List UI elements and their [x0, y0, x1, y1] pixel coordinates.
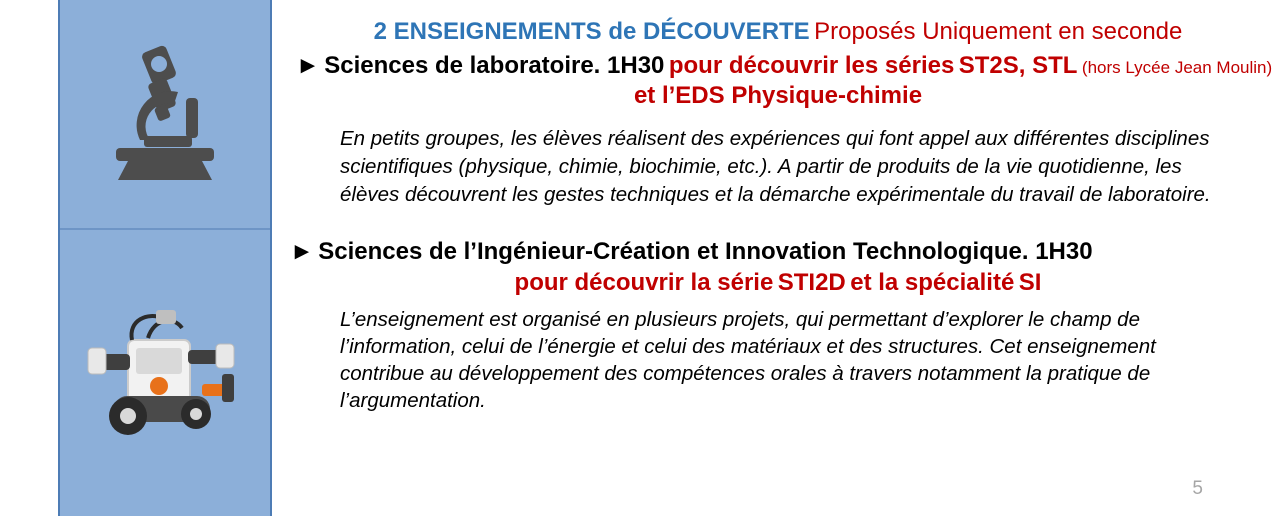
page-number: 5: [1192, 478, 1203, 499]
section1-red-lead: pour découvrir les séries: [668, 51, 955, 79]
slide-content: [278, 0, 1278, 516]
section2-block: [278, 238, 1278, 414]
heading-blue-text: 2 ENSEIGNEMENTS de DÉCOUVERTE: [373, 18, 810, 45]
section2-title: Sciences de l’Ingénieur-Création et Innovation Technologique: [318, 238, 1022, 266]
section1-red-eds: et l’EDS Physique-chimie: [633, 82, 923, 110]
heading-red-text: Proposés Uniquement en seconde: [814, 18, 1183, 45]
section2-paragraph: L’enseignement est organisé en plusieurs projets, qui permettant d’explorer le champ de l’information, celui de l’énergie et celui des matériaux et des structures. Cet enseignement contribue au développement des compétences orales à travers notamment la pratique de l’argumentation.: [340, 307, 1156, 412]
section1-title-suffix: . 1H30: [593, 51, 665, 79]
section1-bullet: [278, 52, 1278, 81]
section2-title-suffix: . 1H30: [1021, 238, 1093, 266]
robot-image-cell: [60, 230, 270, 516]
section1-red-note: (hors Lycée Jean Moulin): [1081, 57, 1273, 77]
section2-bullet: [278, 238, 1278, 267]
microscope-icon: [100, 44, 230, 184]
section1-paragraph: En petits groupes, les élèves réalisent des expériences qui font appel aux différentes disciplines scientifiques (physique, chimie, biochimie, etc.). A partir de produits de la vie quotidienne, les élèves découvrent les gestes techniques et la démarche expérimentale du travail de laboratoire.: [340, 127, 1211, 206]
bullet-arrow-icon: ►: [296, 51, 320, 79]
section1-red-series: ST2S, STL: [958, 51, 1078, 79]
section2-red-lead: pour découvrir la série: [514, 269, 774, 296]
section2-red-line: [278, 269, 1278, 298]
section2-red-mid: et la spécialité: [850, 269, 1015, 296]
section1-title: Sciences de laboratoire: [324, 51, 594, 79]
section2-red-bold1: STI2D: [777, 269, 846, 296]
section2-red-bold2: SI: [1018, 269, 1042, 296]
slide-heading: [278, 18, 1278, 46]
section1-eds-line: [278, 82, 1278, 111]
robot-photo: [70, 288, 260, 458]
bullet-arrow-icon-2: ►: [290, 238, 314, 266]
microscope-image-cell: [60, 0, 270, 228]
image-sidebar: [58, 0, 272, 516]
